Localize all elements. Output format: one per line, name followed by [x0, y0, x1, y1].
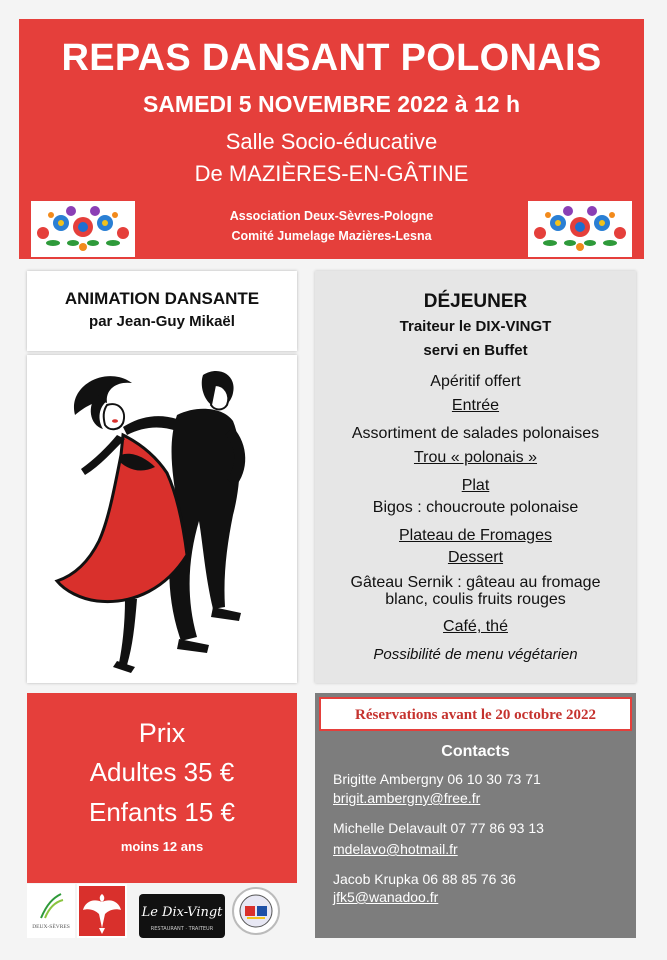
price-adults: Adultes 35 € [89, 757, 235, 787]
menu-trou-label: Trou « polonais » [413, 449, 538, 466]
association-line-1: Association Deux-Sèvres-Pologne [229, 209, 434, 223]
venue-line-1: Salle Socio-éducative [225, 129, 438, 154]
jumelage-seal-icon [231, 884, 281, 938]
price-label: Prix [138, 718, 186, 748]
menu-dessert-desc-1: Gâteau Sernik : gâteau au fromage [350, 574, 601, 591]
menu-entree-desc: Assortiment de salades polonaises [351, 425, 600, 442]
menu-plat-label: Plat [461, 477, 490, 494]
dancing-couple-icon [27, 355, 297, 683]
venue-line-2: De MAZIÈRES-EN-GÂTINE [194, 161, 469, 186]
price-children: Enfants 15 € [89, 797, 235, 827]
contact-email-link[interactable]: jfk5@wanadoo.fr [333, 889, 439, 905]
event-date: SAMEDI 5 NOVEMBRE 2022 à 12 h [142, 91, 521, 117]
folk-flower-ornament-icon [31, 201, 135, 257]
dix-vingt-logo-icon [139, 894, 225, 938]
sponsor-logos [27, 884, 297, 940]
animation-box [27, 271, 297, 351]
menu-entree-label: Entrée [451, 397, 500, 414]
association-line-2: Comité Jumelage Mazières-Lesna [231, 229, 432, 243]
menu-dessert-label: Dessert [447, 549, 504, 566]
menu-cafe-label: Café, thé [443, 618, 508, 635]
menu-vegetarian-note: Possibilité de menu végétarien [373, 646, 578, 663]
menu-title: DÉJEUNER [423, 291, 528, 312]
price-children-note: moins 12 ans [120, 839, 204, 854]
animation-title: ANIMATION DANSANTE [64, 289, 260, 308]
dix-vingt-logo-text: Le Dix-Vingt [141, 905, 223, 920]
menu-plat-desc: Bigos : choucroute polonaise [372, 499, 579, 516]
folk-flower-ornament-icon [528, 201, 632, 257]
header-banner [19, 19, 644, 259]
menu-service: servi en Buffet [423, 342, 528, 359]
menu-dessert-desc-2: blanc, coulis fruits rouges [385, 591, 566, 608]
menu-caterer: Traiteur le DIX-VINGT [399, 318, 552, 335]
menu-aperitif: Apéritif offert [430, 373, 521, 390]
contact-name-phone: Brigitte Ambergny 06 10 30 73 71 [333, 771, 541, 787]
dix-vingt-logo-subtext: RESTAURANT · TRAITEUR [150, 926, 214, 932]
event-title: REPAS DANSANT POLONAIS [61, 37, 602, 79]
contacts-title: Contacts [441, 743, 510, 760]
polish-eagle-emblem-icon [77, 884, 127, 938]
menu-box [315, 271, 636, 683]
deux-sevres-logo-icon [27, 884, 75, 938]
contact-email-link[interactable]: mdelavo@hotmail.fr [333, 841, 458, 857]
deux-sevres-logo-text: DEUX-SÈVRES [32, 924, 70, 930]
animation-performer: par Jean-Guy Mikaël [89, 313, 235, 330]
menu-fromages-label: Plateau de Fromages [399, 527, 552, 544]
contacts-box [315, 693, 636, 938]
price-box [27, 693, 297, 883]
contact-name-phone: Michelle Delavault 07 77 86 93 13 [333, 820, 544, 836]
contact-email-link[interactable]: brigit.ambergny@free.fr [333, 790, 481, 806]
contact-name-phone: Jacob Krupka 06 88 85 76 36 [333, 871, 516, 887]
reservation-deadline-text: Réservations avant le 20 octobre 2022 [355, 707, 596, 723]
reservation-deadline-banner [319, 697, 632, 731]
